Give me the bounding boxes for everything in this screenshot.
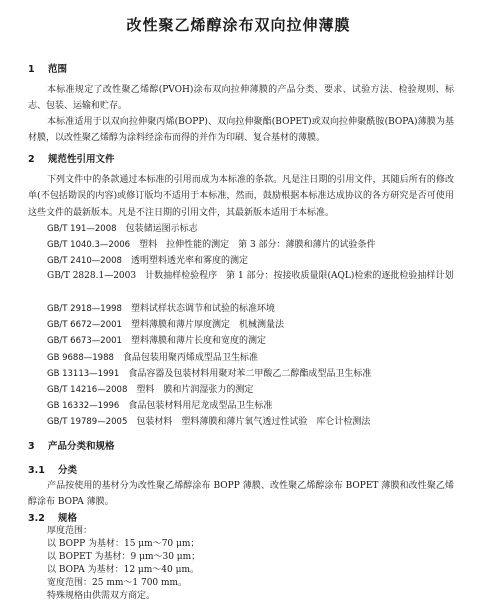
reference-item xyxy=(47,370,371,379)
reference-item xyxy=(47,257,248,266)
subsection-3-2-title: 规格 xyxy=(57,513,77,524)
reference-item xyxy=(47,354,258,363)
reference-item xyxy=(47,418,370,427)
section-3-number: 3 xyxy=(28,441,35,452)
reference-title: 包装储运图示标志 xyxy=(125,224,198,234)
reference-code: GB/T 14216—2008 xyxy=(47,385,128,395)
document-title: 改性聚乙烯醇涂布双向拉伸薄膜 xyxy=(126,16,351,34)
reference-code: GB 16332—1996 xyxy=(47,401,120,411)
spec-line: 特殊规格由供需双方商定。 xyxy=(47,591,156,601)
section-2-heading xyxy=(28,155,115,165)
reference-item xyxy=(47,321,284,330)
subsection-3-2-heading xyxy=(28,514,77,524)
reference-title: 塑料薄膜和薄片厚度测定 机械测量法 xyxy=(130,320,284,330)
subsection-3-1-number: 3.1 xyxy=(28,465,45,476)
section-2-number: 2 xyxy=(28,154,35,165)
section-2-title: 规范性引用文件 xyxy=(48,154,115,165)
spec-line: 以 BOPA 为基材：12 μm～40 μm。 xyxy=(47,565,200,575)
reference-item xyxy=(47,402,272,411)
reference-code: GB/T 2918—1998 xyxy=(47,304,122,314)
section-1-number: 1 xyxy=(28,64,35,75)
reference-item xyxy=(47,337,266,346)
reference-code: GB 9688—1988 xyxy=(47,353,114,363)
subsection-3-1-title: 分类 xyxy=(57,465,77,476)
reference-title: 塑料试样状态调节和试验的标准环境 xyxy=(130,304,275,314)
reference-item xyxy=(47,241,376,250)
reference-title: 透明塑料透光率和雾度的测定 xyxy=(130,256,248,266)
section-3-heading xyxy=(28,442,115,452)
reference-code: GB 13113—1991 xyxy=(47,369,120,379)
subsection-3-2-number: 3.2 xyxy=(28,513,45,524)
reference-code: GB/T 2410—2008 xyxy=(47,256,122,266)
reference-code: GB/T 1040.3—2006 xyxy=(47,240,131,250)
subsection-3-1-paragraph: 产品按使用的基材分为改性聚乙烯醇涂布 BOPP 薄膜、改性聚乙烯醇涂布 BOPET 薄膜和改性聚乙烯醇涂布 BOPA 薄膜。 xyxy=(28,481,454,508)
spec-line: 以 BOPP 为基材：15 μm～70 μm； xyxy=(47,539,200,549)
subsection-3-1-heading xyxy=(28,466,77,476)
section-1-paragraph-2: 本标准适用于以双向拉伸聚丙烯(BOPP)、双向拉伸聚酯(BOPET)或双向拉伸聚酰胺(BOPA)薄膜为基材膜，以改性聚乙烯醇为涂料经涂布而得的并作为印刷、复合基材的薄膜。 xyxy=(28,117,454,144)
reference-title: 食品包装用聚丙烯成型品卫生标准 xyxy=(122,353,258,363)
reference-item xyxy=(47,225,198,234)
reference-item xyxy=(47,386,253,395)
reference-title: 食品容器及包装材料用聚对苯二甲酸乙二醇酯成型品卫生标准 xyxy=(128,369,372,379)
reference-item-wrapped: GB/T 2828.1—2003 计数抽样检验程序 第 1 部分：按接收质量限(AQL)检索的逐批检验抽样计划 xyxy=(47,271,454,281)
spec-line: 厚度范围： xyxy=(47,526,93,536)
reference-item xyxy=(47,305,275,314)
reference-code: GB/T 19789—2005 xyxy=(47,417,128,427)
reference-title: 包装材料 塑料薄膜和薄片氧气透过性试验 库仑计检测法 xyxy=(136,417,371,427)
spec-line: 以 BOPET 为基材：9 μm～30 μm； xyxy=(47,552,201,562)
section-1-title: 范围 xyxy=(48,64,68,75)
reference-title: 塑料 膜和片润湿张力的测定 xyxy=(136,385,254,395)
section-2-intro: 下列文件中的条款通过本标准的引用而成为本标准的条款。凡是注日期的引用文件，其随后所有的修改单(不包括勘误的内容)或修订版均不适用于本标准，然而，鼓励根据本标准达成协议的各方研究是否可使用这些文件的最新版本。凡是不注日期的引用文件，其最新版本适用于本标准。 xyxy=(28,175,454,218)
reference-title: 食品包装材料用尼龙成型品卫生标准 xyxy=(128,401,273,411)
reference-code: GB/T 6673—2001 xyxy=(47,336,122,346)
section-3-title: 产品分类和规格 xyxy=(48,441,115,452)
reference-code: GB/T 6672—2001 xyxy=(47,320,122,330)
reference-title: 塑料薄膜和薄片长度和宽度的测定 xyxy=(130,336,266,346)
reference-title: 塑料 拉伸性能的测定 第 3 部分：薄膜和薄片的试验条件 xyxy=(139,240,376,250)
reference-code: GB/T 191—2008 xyxy=(47,224,117,234)
section-1-heading xyxy=(28,65,67,75)
spec-line: 宽度范围：25 mm～1 700 mm。 xyxy=(47,578,188,588)
section-1-paragraph-1: 本标准规定了改性聚乙烯醇(PVOH)涂布双向拉伸薄膜的产品分类、要求、试验方法、检验规则、标志、包装、运输和贮存。 xyxy=(28,85,454,112)
